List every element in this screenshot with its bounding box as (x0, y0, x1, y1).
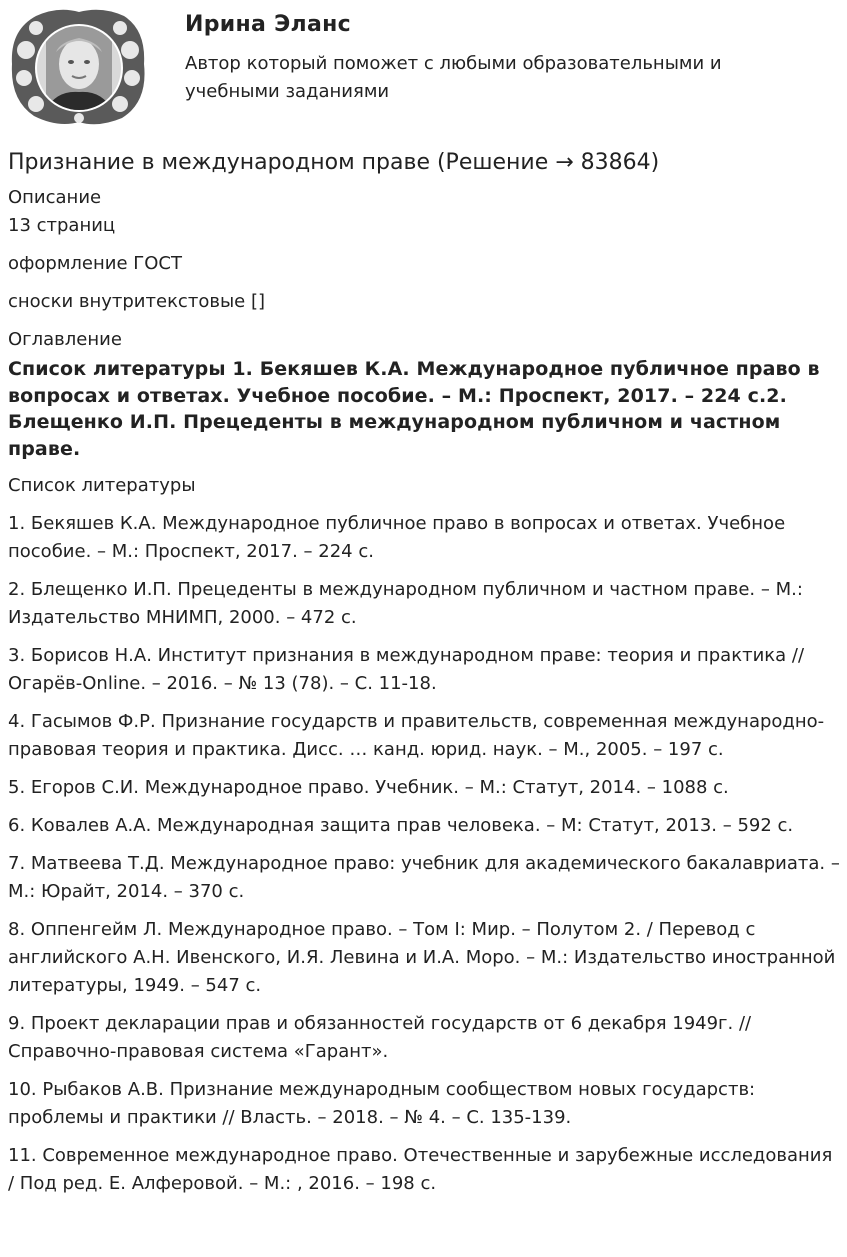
reference-item: 8. Оппенгейм Л. Международное право. – Том I: Мир. – Полутом 2. / Перевод с английского А.Н. Ивенского, И.Я. Левина и И.А. Моро. – М.: Издательство иностранной литературы, 1949. – 547 с. (8, 919, 836, 996)
footnotes-info: сноски внутритекстовые [] (8, 291, 265, 312)
toc-label: Оглавление (8, 329, 122, 350)
reference-item: 11. Современное международное право. Отечественные и зарубежные исследования / Под ред. Е. Алферовой. – М.: , 2016. – 198 с. (8, 1145, 833, 1194)
bibliography-heading: Список литературы (8, 475, 196, 496)
reference-item: 9. Проект декларации прав и обязанностей государств от 6 декабря 1949г. // Справочно-правовая система «Гарант». (8, 1013, 752, 1062)
author-header (0, 0, 847, 135)
film-reel-avatar-icon (6, 6, 152, 128)
description-label: Описание (8, 187, 102, 208)
reference-item: 4. Гасымов Ф.Р. Признание государств и правительств, современная международно-правовая теория и практика. Дисс. … канд. юрид. наук. – М., 2005. – 197 с. (8, 711, 825, 760)
format-info: оформление ГОСТ (8, 253, 182, 274)
reference-item: 2. Блещенко И.П. Прецеденты в международном публичном и частном праве. – М.: Издательство МНИМП, 2000. – 472 с. (8, 579, 803, 628)
reference-item: 6. Ковалев А.А. Международная защита прав человека. – М: Статут, 2013. – 592 с. (8, 815, 794, 836)
document-title: Признание в международном праве (Решение → 83864) (8, 150, 660, 175)
page-count: 13 страниц (8, 215, 116, 236)
toc-summary: Список литературы 1. Бекяшев К.А. Международное публичное право в вопросах и ответах. Учебное пособие. – М.: Проспект, 2017. – 224 с.2. Блещенко И.П. Прецеденты в международном публичном и частном праве. (8, 358, 820, 460)
author-description: Автор который поможет с любыми образовательными и учебными заданиями (185, 53, 722, 102)
avatar (6, 6, 152, 128)
document-content (8, 146, 840, 1208)
author-name: Ирина Эланс (185, 12, 351, 37)
reference-item: 3. Борисов Н.А. Институт признания в международном праве: теория и практика // Огарёв-Online. – 2016. – № 13 (78). – С. 11-18. (8, 645, 805, 694)
reference-item: 10. Рыбаков А.В. Признание международным сообществом новых государств: проблемы и практики // Власть. – 2018. – № 4. – С. 135-139. (8, 1079, 756, 1128)
reference-item: 7. Матвеева Т.Д. Международное право: учебник для академического бакалавриата. – М.: Юрайт, 2014. – 370 с. (8, 853, 840, 902)
reference-item: 1. Бекяшев К.А. Международное публичное право в вопросах и ответах. Учебное пособие. – М.: Проспект, 2017. – 224 с. (8, 513, 786, 562)
reference-item: 5. Егоров С.И. Международное право. Учебник. – М.: Статут, 2014. – 1088 с. (8, 777, 729, 798)
